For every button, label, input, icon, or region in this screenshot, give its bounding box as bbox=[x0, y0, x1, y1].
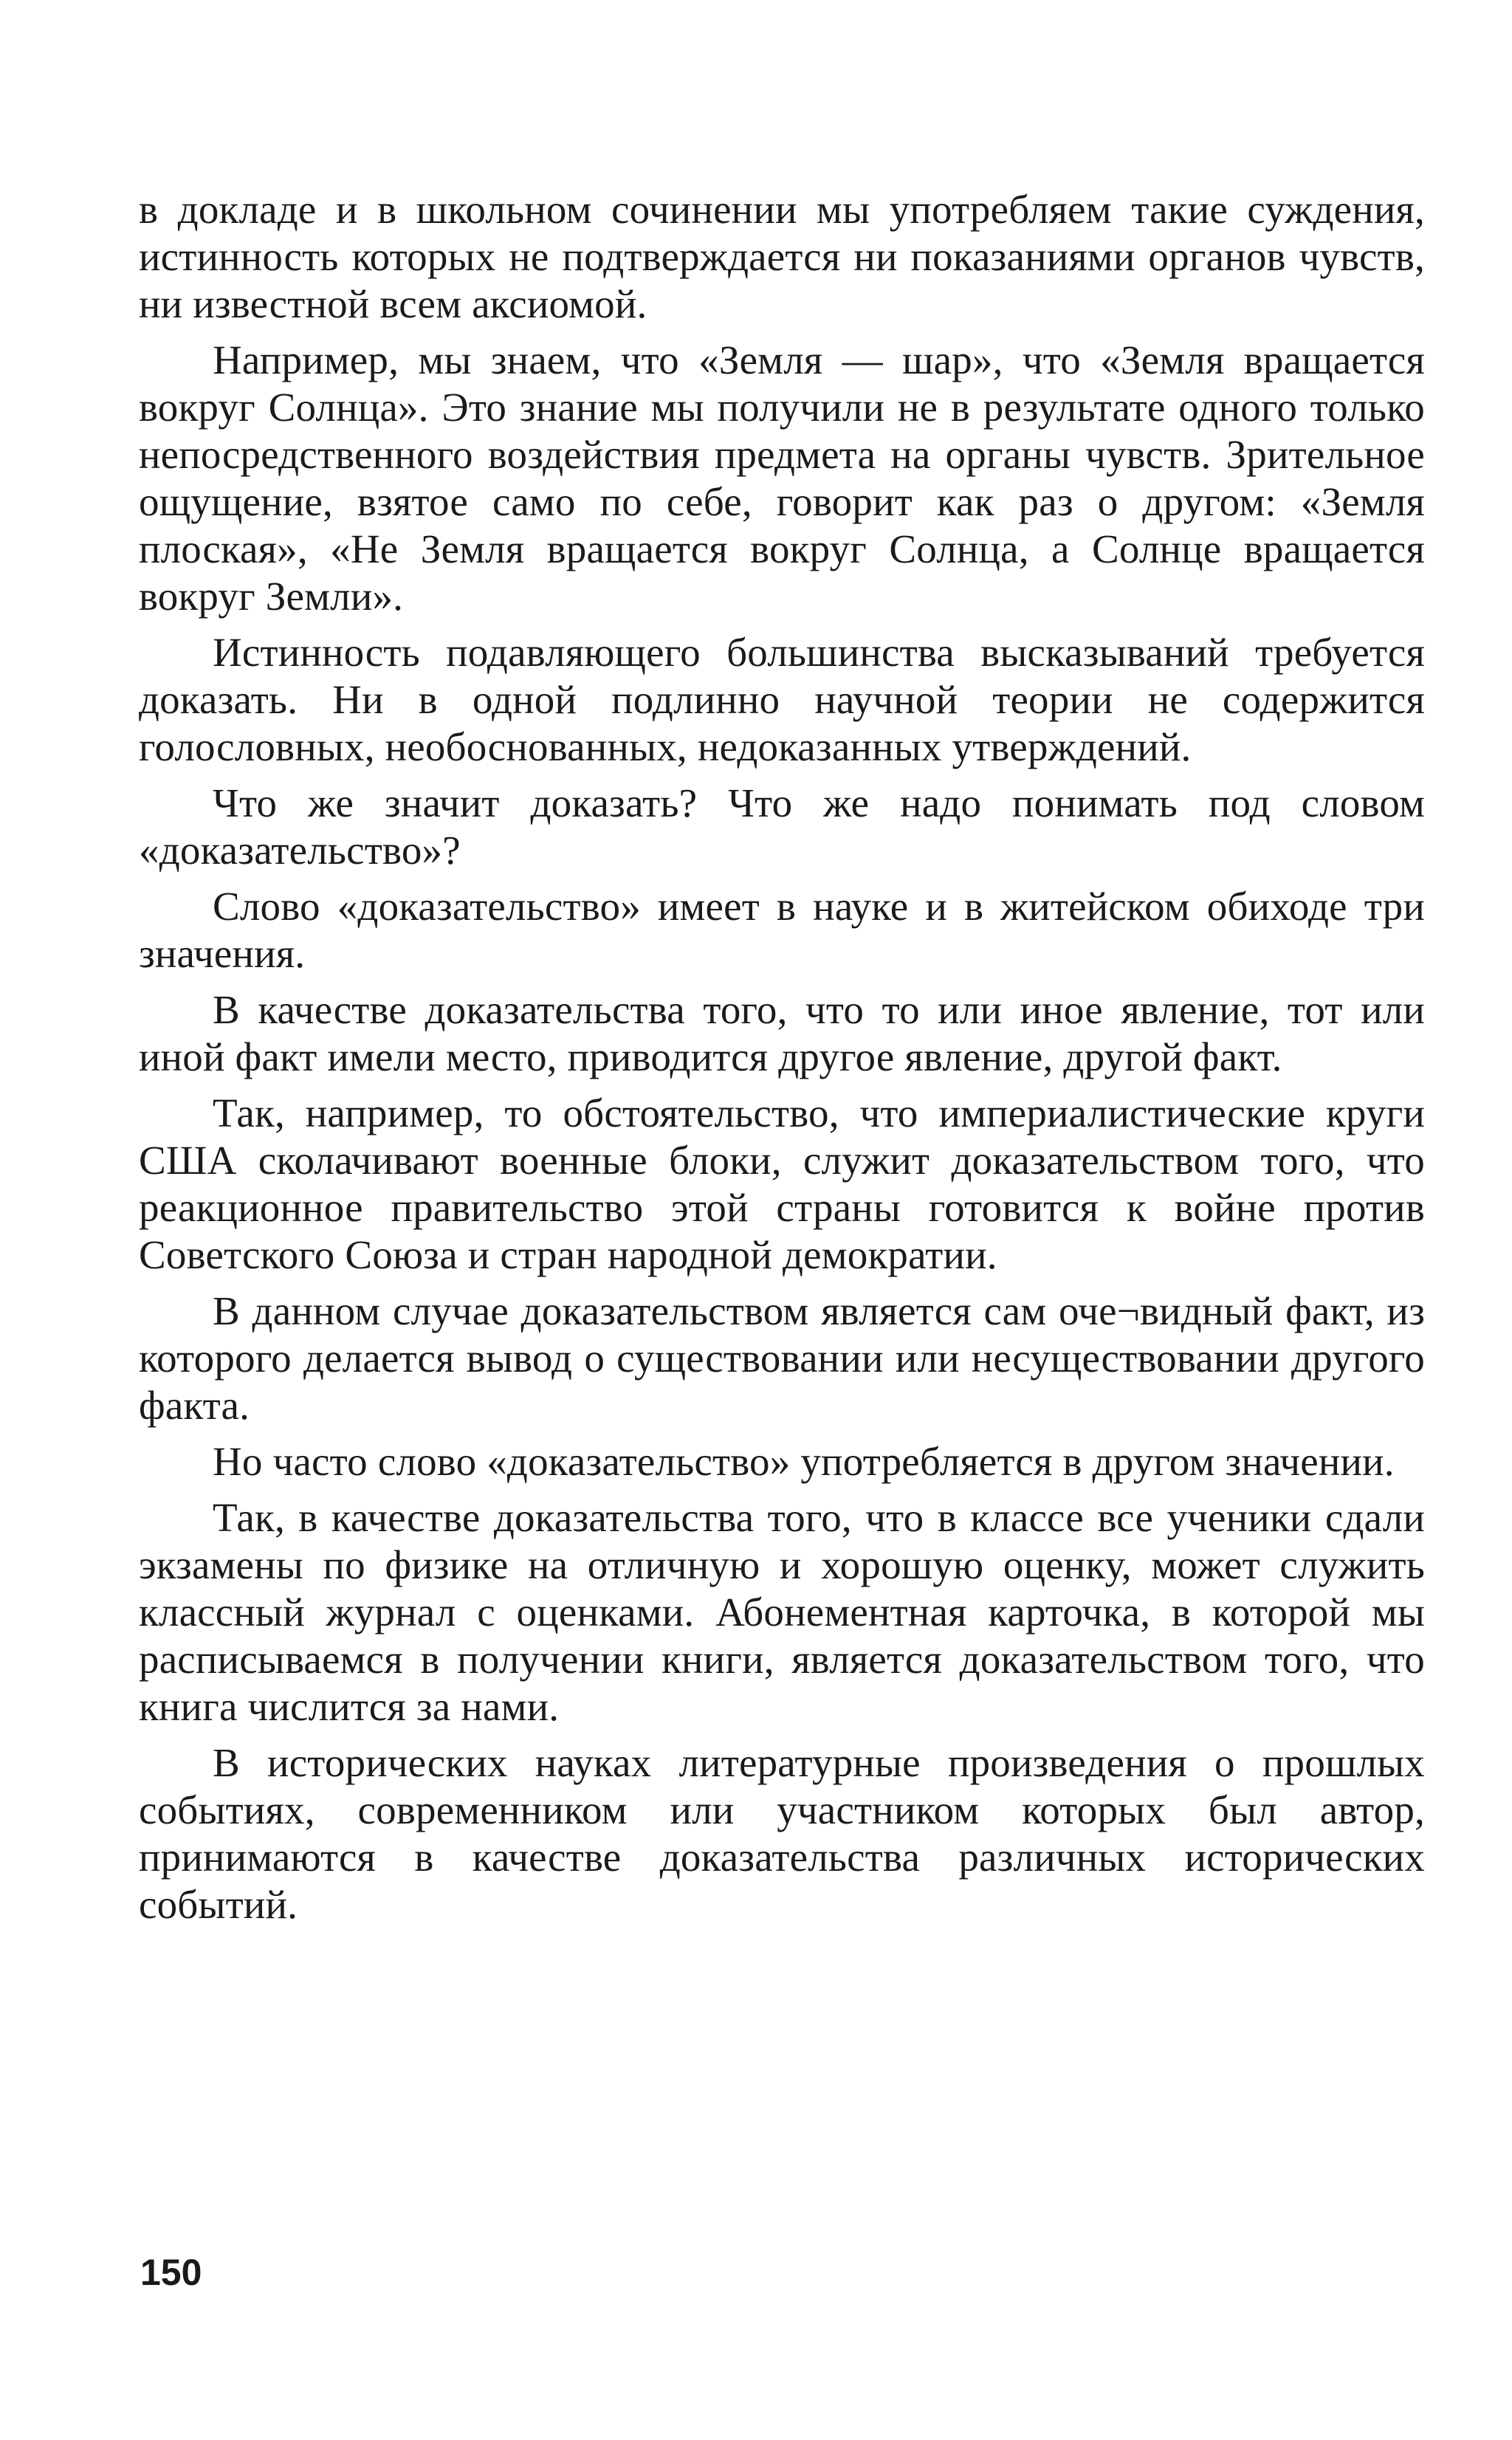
paragraph-9: Но часто слово «доказательство» употребляется в другом значении. bbox=[213, 1439, 1395, 1484]
paragraph-11: В исторических науках литературные произведения о прошлых событиях, современником или участником которых был автор, принимаются в качестве доказательства различных исторических событий. bbox=[139, 1740, 1425, 1927]
paragraph-8: В данном случае доказательством является сам оче¬видный факт, из которого делается вывод о существовании или несуществовании другого факта. bbox=[139, 1288, 1425, 1428]
paragraph-5: Слово «доказательство» имеет в науке и в житейском обиходе три значения. bbox=[139, 884, 1425, 976]
paragraph-10: Так, в качестве доказательства того, что в классе все ученики сдали экзамены по физике на отличную и хорошую оценку, может служить классный журнал с оценками. Абонементная карточка, в которой мы расписываемся в получении книги, является доказательством того, что книга числится за нами. bbox=[139, 1495, 1425, 1729]
paragraph-2: Например, мы знаем, что «Земля — шар», что «Земля вращается вокруг Солнца». Это знание мы получили не в результате одного только непосредственного воздействия предмета на органы чувств. Зрительное ощущение, взятое само по себе, говорит как раз о другом: «Земля плоская», «Не Земля вращается вокруг Солнца, а Солнце вращается вокруг Земли». bbox=[139, 337, 1425, 619]
paragraph-4: Что же значит доказать? Что же надо понимать под словом «доказательство»? bbox=[139, 780, 1425, 873]
paragraph-1: в докладе и в школьном сочинении мы употребляем такие суждения, истинность которых не подтверждается ни показаниями органов чувств, ни известной всем аксиомой. bbox=[139, 187, 1425, 326]
paragraph-7: Так, например, то обстоятельство, что империалистические круги США сколачивают военные блоки, служит доказательством того, что реакционное правительство этой страны готовится к войне против Советского Союза и стран народной демократии. bbox=[139, 1090, 1425, 1277]
page-number: 150 bbox=[140, 2252, 202, 2293]
paragraph-3: Истинность подавляющего большинства высказываний требуется доказать. Ни в одной подлинно научной теории не содержится голословных, необоснованных, недоказанных утверждений. bbox=[139, 630, 1425, 769]
body-text bbox=[139, 186, 1425, 1928]
paragraph-6: В качестве доказательства того, что то или иное явление, тот или иной факт имели место, приводится другое явление, другой факт. bbox=[139, 987, 1425, 1079]
